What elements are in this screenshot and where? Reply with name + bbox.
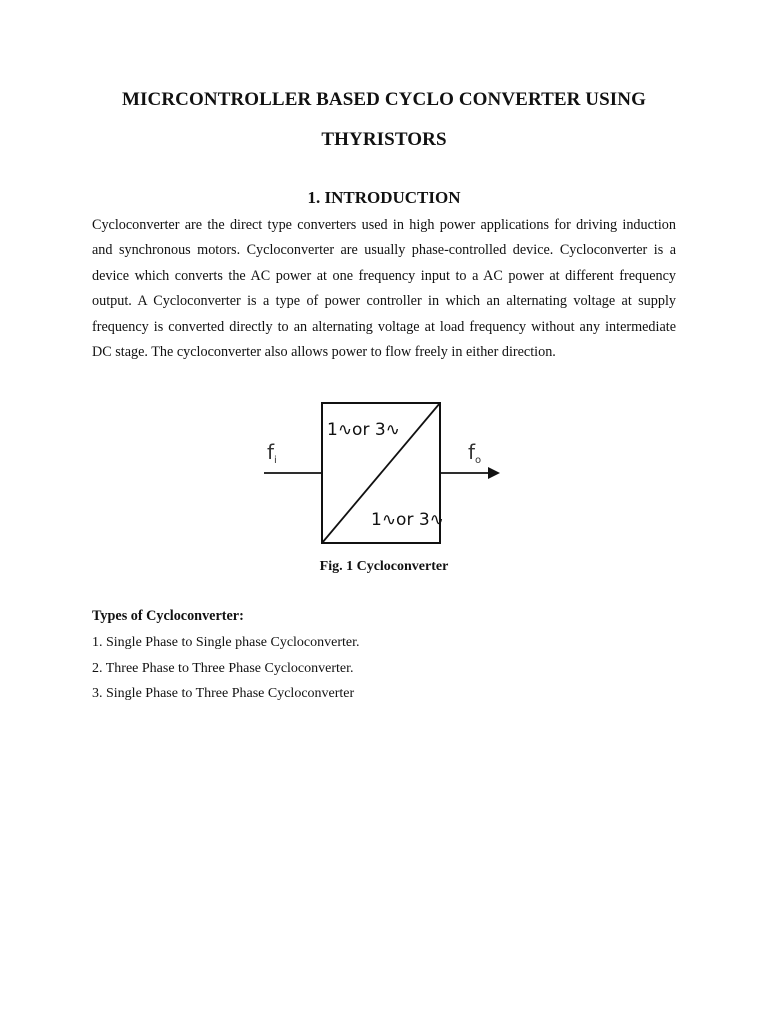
document-title [60,80,708,160]
title-line-2: THYRISTORS [321,129,447,150]
section-heading: 1. INTRODUCTION [307,188,461,207]
types-list [92,630,676,707]
input-phase-label: 1∿or 3∿ [327,420,400,440]
output-phase-label: 1∿or 3∿ [371,510,444,530]
list-item: 1. Single Phase to Single phase Cycloconverter. [92,635,360,650]
list-item: 2. Three Phase to Three Phase Cycloconverter. [92,660,354,676]
title-line-1: MICRCONTROLLER BASED CYCLO CONVERTER USING [122,89,646,110]
intro-paragraph: Cycloconverter are the direct type converters used in high power applications for driving induction and synchronous motors. Cycloconverter are usually phase-controlled device. Cycloconverter is a device which converts the AC power at one frequency input to a AC power at different frequency output. A Cycloconverter is a type of power controller in which an alternating voltage at supply frequency is converted directly to an alternating voltage at load frequency without any intermediate DC stage. The cycloconverter also allows power to flow freely in either direction. [92,217,676,361]
output-frequency-label: $f_o$ [468,440,482,466]
output-arrow-icon [488,467,500,479]
list-item: 3. Single Phase to Three Phase Cycloconverter [92,686,355,701]
types-heading: Types of Cycloconverter: [92,608,244,624]
input-frequency-label: $f_i$ [267,440,277,466]
cycloconverter-diagram [250,395,510,555]
figure-caption: Fig. 1 Cycloconverter [319,559,449,574]
cycloconverter-figure [250,395,510,555]
